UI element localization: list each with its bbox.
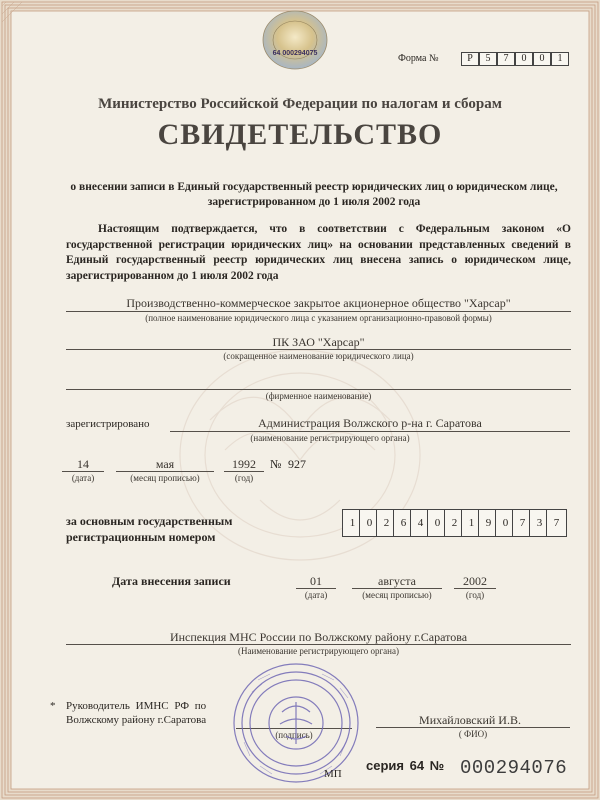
head-title-line2: Волжскому району г.Саратова	[66, 714, 207, 726]
form-cell: 5	[479, 52, 497, 66]
brand-name-line	[66, 389, 571, 390]
official-seal-icon	[232, 662, 360, 784]
full-name-value: Производственно-коммерческое закрытое акционерное общество "Харсар"	[126, 296, 511, 310]
reg-day-line	[62, 471, 104, 472]
head-fio-value: Михайловский И.В.	[419, 713, 521, 727]
registered-authority-line	[170, 431, 570, 432]
reg-year-caption: (год)	[234, 473, 254, 483]
form-cell: Р	[461, 52, 479, 66]
head-fio-line	[376, 727, 570, 728]
reg-year-line	[224, 471, 264, 472]
ogrn-digit: 3	[529, 509, 550, 537]
ogrn-digit: 0	[495, 509, 516, 537]
ogrn-digit: 4	[410, 509, 431, 537]
reg-day-value: 14	[77, 457, 89, 471]
authority-line	[66, 644, 571, 645]
ogrn-digit: 1	[342, 509, 363, 537]
intro-paragraph: Настоящим подтверждается, что в соответствии с Федеральным законом «О государственной регистрации юридических лиц» на основании представленных сведений в Единый государственный реестр юридических лиц внесена запись о юридическом лице, зарегистрированном до 1 июля 2002 года	[66, 223, 571, 282]
form-number-cells	[461, 52, 573, 66]
stamp-place-label: МП	[324, 768, 342, 780]
entry-month-line	[352, 588, 442, 589]
ogrn-digit: 1	[461, 509, 482, 537]
entry-month-value: августа	[378, 574, 416, 588]
certificate-title: СВИДЕТЕЛЬСТВО	[157, 118, 443, 151]
form-cell: 7	[497, 52, 515, 66]
form-cell: 1	[551, 52, 569, 66]
reg-year-value: 1992	[232, 457, 256, 471]
ogrn-digit: 7	[512, 509, 533, 537]
reg-day-caption: (дата)	[71, 473, 95, 483]
short-name-caption: (сокращенное наименование юридического лица)	[223, 351, 414, 361]
reg-number-label: №	[270, 457, 282, 471]
entry-month-caption: (месяц прописью)	[362, 590, 432, 600]
signature-caption: (подпись)	[275, 730, 313, 740]
series-number: 000294076	[460, 757, 568, 779]
reg-number-value: 927	[288, 457, 306, 471]
entry-year-line	[454, 588, 496, 589]
reg-month-line	[116, 471, 214, 472]
ogrn-digit: 0	[359, 509, 380, 537]
ogrn-digit: 7	[546, 509, 567, 537]
ogrn-digit: 2	[376, 509, 397, 537]
authority-caption: (Наименование регистрирующего органа)	[238, 646, 399, 656]
registered-authority-value: Администрация Волжского р-на г. Саратова	[258, 416, 482, 430]
ogrn-digit: 0	[427, 509, 448, 537]
form-cell: 0	[515, 52, 533, 66]
ogrn-digit-cells	[342, 509, 574, 537]
authority-value: Инспекция МНС России по Волжскому району г.Саратова	[169, 630, 468, 644]
head-title-line1: Руководитель ИМНС РФ по	[66, 700, 207, 712]
entry-day-caption: (дата)	[304, 590, 328, 600]
entry-year-caption: (год)	[465, 590, 485, 600]
certificate-subtitle: о внесении записи в Единый государственный реестр юридических лиц о юридическом лице, зарегистрированном до 1 июля 2002 года	[70, 181, 558, 208]
reg-month-caption: (месяц прописью)	[130, 473, 200, 483]
star-mark-icon: *	[50, 700, 56, 712]
series-label: серия 64 №	[366, 758, 445, 773]
ogrn-digit: 2	[444, 509, 465, 537]
registered-authority-caption: (наименование регистрирующего органа)	[250, 433, 410, 443]
hologram-number: 64 000294075	[272, 50, 318, 57]
ogrn-label-line1: за основным государственным	[66, 514, 233, 528]
short-name-value: ПК ЗАО "Харсар"	[272, 335, 365, 349]
full-name-line	[66, 311, 571, 312]
entry-year-value: 2002	[463, 574, 487, 588]
ogrn-digit: 6	[393, 509, 414, 537]
entry-day-line	[296, 588, 336, 589]
entry-day-value: 01	[310, 574, 322, 588]
hologram-icon	[262, 10, 328, 70]
form-cell: 0	[533, 52, 551, 66]
short-name-line	[66, 349, 571, 350]
ogrn-label-line2: регистрационным номером	[66, 530, 216, 544]
entry-date-label: Дата внесения записи	[112, 574, 231, 588]
brand-name-caption: (фирменное наименование)	[265, 391, 372, 401]
hologram	[262, 10, 328, 70]
full-name-caption: (полное наименование юридического лица с указанием организационно-правовой формы)	[145, 313, 492, 323]
ogrn-digit: 9	[478, 509, 499, 537]
ministry-heading: Министерство Российской Федерации по налогам и сборам	[98, 96, 502, 112]
registered-label: зарегистрировано	[66, 418, 150, 430]
head-fio-caption: ( ФИО)	[458, 729, 488, 739]
form-label: Форма №	[398, 53, 439, 64]
reg-month-value: мая	[155, 457, 175, 471]
